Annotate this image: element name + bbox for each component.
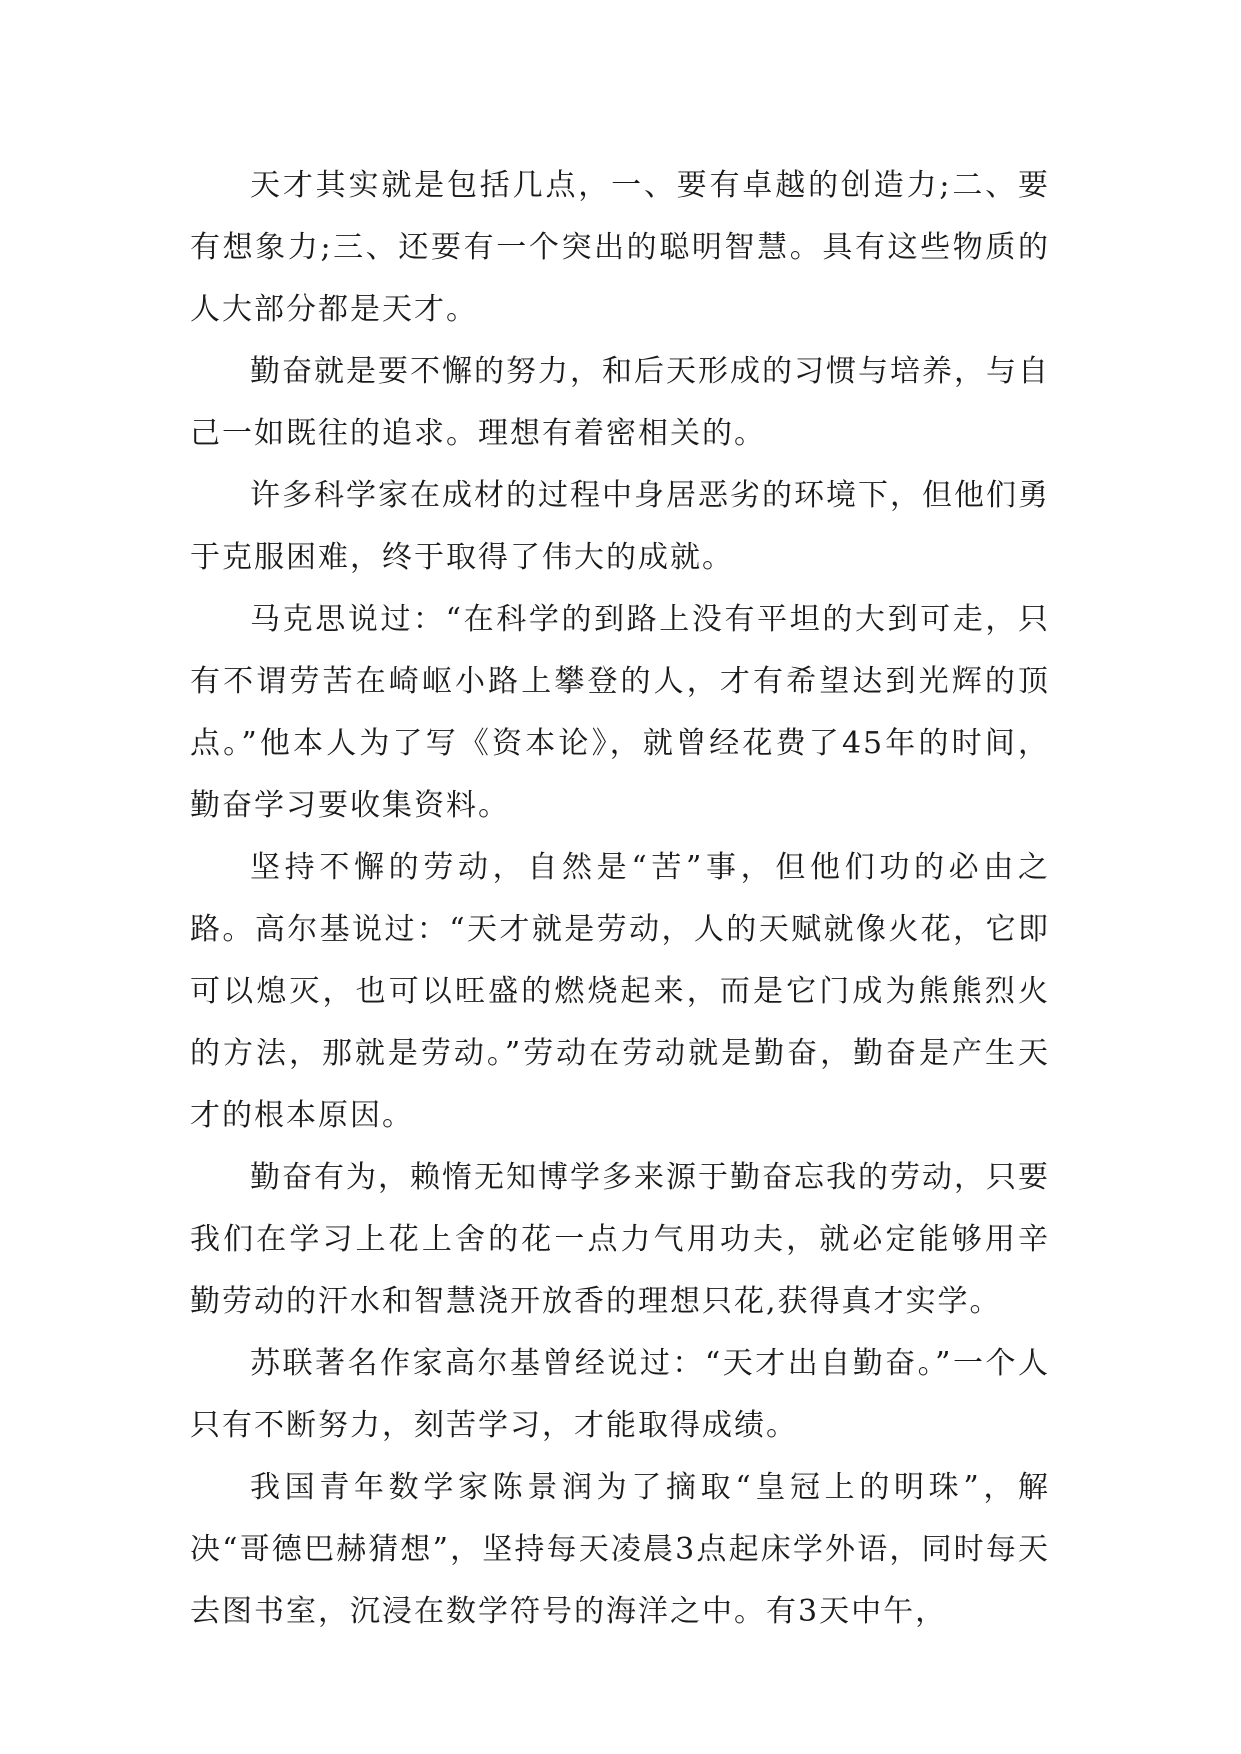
paragraph-gorky-labor: 坚持不懈的劳动，自然是“苦”事，但他们功的必由之路。高尔基说过：“天才就是劳动，人的天赋就像火花，它即可以熄灭，也可以旺盛的燃烧起来，而是它门成为熊熊烈火的方法，那就是劳动。”劳动在劳动就是勤奋，勤奋是产生天才的根本原因。 — [190, 850, 1050, 1133]
paragraph-genius-definition: 天才其实就是包括几点，一、要有卓越的创造力;二、要有想象力;三、还要有一个突出的聪明智慧。具有这些物质的人大部分都是天才。 — [190, 168, 1050, 327]
paragraph-diligence-reward: 勤奋有为，赖惰无知博学多来源于勤奋忘我的劳动，只要我们在学习上花上舍的花一点力气用功夫，就必定能够用辛勤劳动的汗水和智慧浇开放香的理想只花,获得真才实学。 — [190, 1160, 1050, 1319]
paragraph-gorky-quote: 苏联著名作家高尔基曾经说过：“天才出自勤奋。”一个人只有不断努力，刻苦学习，才能取得成绩。 — [190, 1346, 1050, 1443]
paragraph-diligence-definition: 勤奋就是要不懈的努力，和后天形成的习惯与培养，与自己一如既往的追求。理想有着密相关的。 — [190, 354, 1050, 451]
paragraph-scientists: 许多科学家在成材的过程中身居恶劣的环境下，但他们勇于克服困难，终于取得了伟大的成就。 — [190, 478, 1050, 575]
paragraph-marx-quote: 马克思说过：“在科学的到路上没有平坦的大到可走，只有不谓劳苦在崎岖小路上攀登的人，才有希望达到光辉的顶点。”他本人为了写《资本论》，就曾经花费了45年的时间，勤奋学习要收集资料。 — [190, 602, 1050, 823]
paragraph-chen-jingrun: 我国青年数学家陈景润为了摘取“皇冠上的明珠”，解决“哥德巴赫猜想”，坚持每天凌晨3点起床学外语，同时每天去图书室，沉浸在数学符号的海洋之中。有3天中午， — [190, 1470, 1050, 1629]
document-body — [190, 155, 1050, 1643]
